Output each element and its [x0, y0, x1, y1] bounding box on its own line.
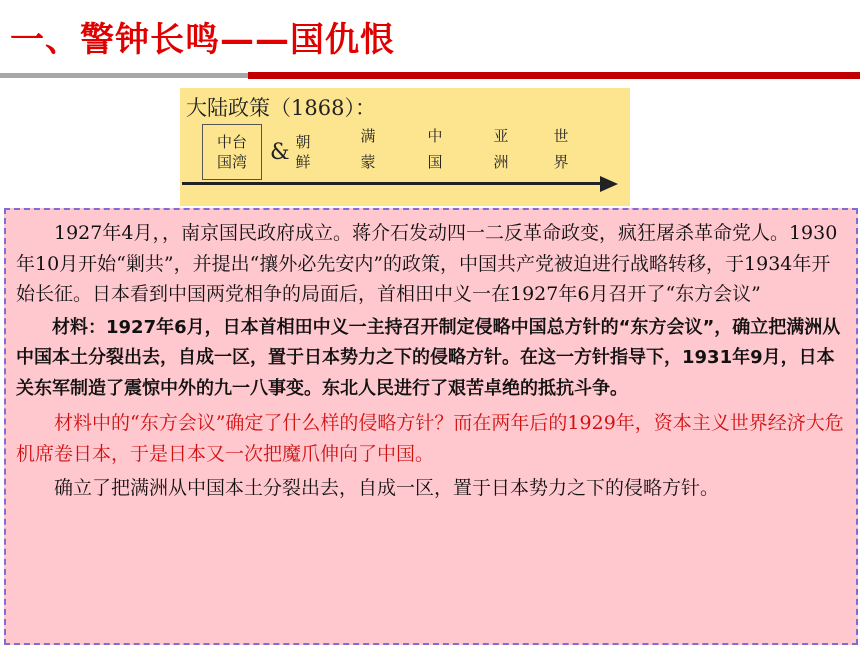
- progression-arrow-line: [182, 182, 602, 185]
- step-china-line2: 国: [427, 153, 443, 171]
- step-manchuria-mongolia-line1: 满: [360, 127, 376, 145]
- title-underline-gray: [0, 73, 248, 78]
- material-paragraph: 材料：1927年6月，日本首相田中义一主持召开制定侵略中国总方针的“东方会议”，确立把满洲从中国本土分裂出去，自成一区，置于日本势力之下的侵略方针。在这一方针指导下，1931年9月，日本关东军制造了震惊中外的九一八事变。东北人民进行了艰苦卓绝的抵抗斗争。: [16, 316, 841, 399]
- step-asia: [486, 126, 516, 172]
- content-panel: [4, 208, 858, 645]
- title-underline-red: [248, 72, 860, 79]
- step-korea-line2: 鲜: [295, 153, 311, 171]
- step-korea-line1: 朝: [295, 133, 311, 151]
- question-paragraph: 材料中的“东方会议”确定了什么样的侵略方针？而在两年后的1929年，资本主义世界经济大危机席卷日本，于是日本又一次把魔爪伸向了中国。: [16, 412, 844, 465]
- step-china-line1: 中: [427, 127, 443, 145]
- step-china-taiwan: [204, 132, 260, 172]
- step-manchuria-mongolia-line2: 蒙: [360, 153, 376, 171]
- step-manchuria-mongolia: [353, 126, 383, 172]
- connector-ampersand: &: [270, 140, 290, 165]
- progression-arrow-head: [600, 176, 618, 192]
- slide-title: 一、警钟长鸣——国仇恨: [10, 20, 395, 60]
- step-asia-line1: 亚: [493, 127, 509, 145]
- step-world-line1: 世: [553, 127, 569, 145]
- background-paragraph: 1927年4月，，南京国民政府成立。蒋介石发动四一二反革命政变，疯狂屠杀革命党人。1930年10月开始“剿共”，并提出“攘外必先安内”的政策，中国共产党被迫进行战略转移，于1934年开始长征。日本看到中国两党相争的局面后，首相田中义一在1927年6月召开了“东方会议”: [16, 222, 838, 305]
- continental-policy-diagram: [180, 88, 630, 206]
- step-korea: [288, 132, 318, 172]
- step-world: [546, 126, 576, 172]
- answer-paragraph: 确立了把满洲从中国本土分裂出去，自成一区，置于日本势力之下的侵略方针。: [54, 477, 720, 499]
- step-china-taiwan-line1: 中台: [216, 133, 247, 151]
- step-world-line2: 界: [553, 153, 569, 171]
- step-china: [420, 126, 450, 172]
- step-asia-line2: 洲: [493, 153, 509, 171]
- step-china-taiwan-line2: 国湾: [216, 153, 247, 171]
- policy-title: 大陆政策（1868）：: [186, 96, 376, 120]
